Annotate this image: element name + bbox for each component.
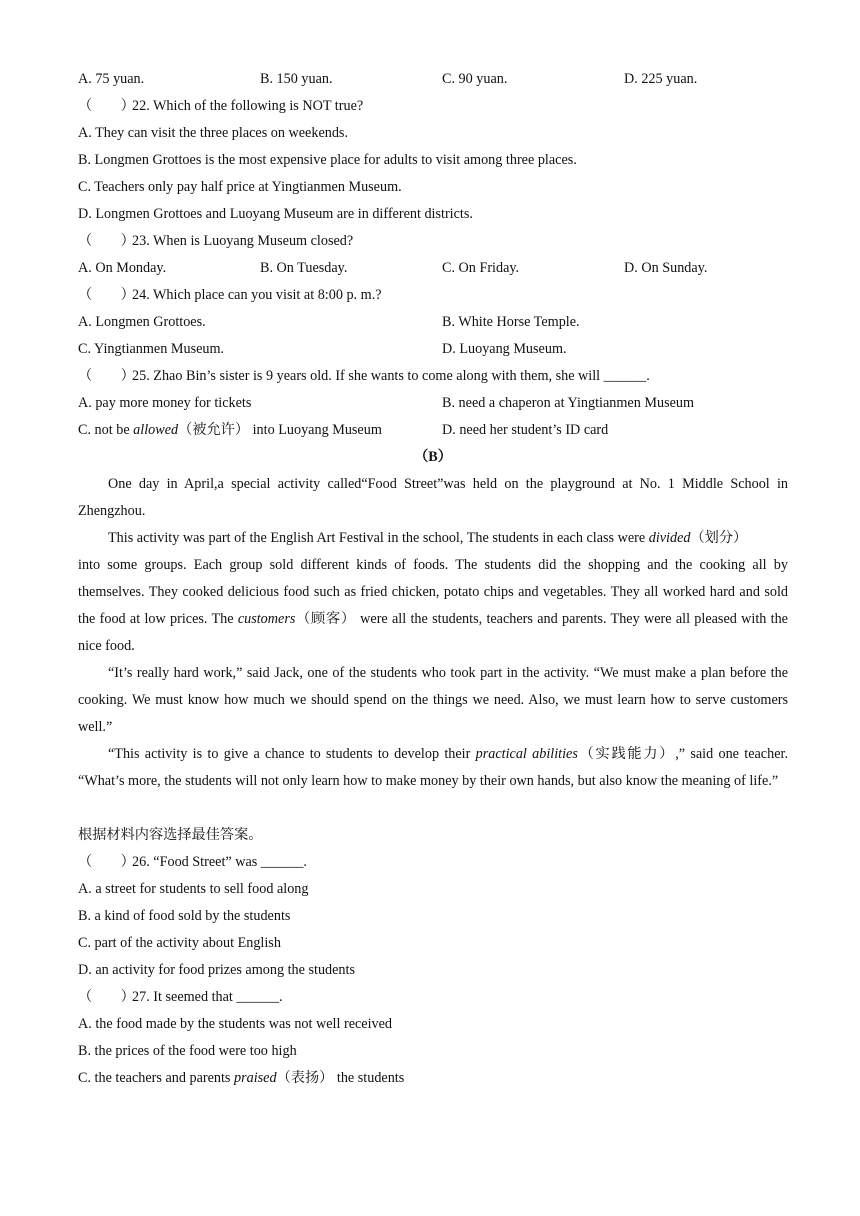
- q21-option-c: C. 90 yuan.: [442, 71, 508, 87]
- q23-option-c: C. On Friday.: [442, 260, 520, 276]
- question-25: [78, 363, 650, 390]
- q22-option-d: D. Longmen Grottoes and Luoyang Museum are in different districts.: [78, 206, 473, 222]
- q25-option-a: A. pay more money for tickets: [78, 395, 252, 411]
- q21-option-a: A. 75 yuan.: [78, 71, 145, 87]
- option-text: C. not be: [78, 422, 134, 438]
- passage-paragraph-1: One day in April,a special activity called“Food Street”was held on the playground at No. 1 Middle School in Zhengzhou.: [78, 476, 788, 519]
- q26-option-d: D. an activity for food prizes among the students: [78, 962, 355, 978]
- italic-word: praised: [234, 1070, 277, 1086]
- question-stem: 26. “Food Street” was ______.: [132, 854, 307, 870]
- italic-word: customers: [237, 611, 296, 627]
- answer-blank: （ ）: [78, 854, 135, 870]
- question-stem: 24. Which place can you visit at 8:00 p. m.?: [132, 287, 382, 303]
- q24-option-a: A. Longmen Grottoes.: [78, 314, 206, 330]
- q23-option-b: B. On Tuesday.: [260, 260, 348, 276]
- option-text: the students: [333, 1070, 405, 1086]
- answer-blank: （ ）: [78, 98, 135, 114]
- q24-option-d: D. Luoyang Museum.: [442, 341, 567, 357]
- q26-option-c: C. part of the activity about English: [78, 935, 281, 951]
- q22-option-c: C. Teachers only pay half price at Yingtianmen Museum.: [78, 179, 402, 195]
- instruction: 根据材料内容选择最佳答案。: [78, 827, 263, 843]
- answer-blank: （ ）: [78, 233, 135, 249]
- q23-option-a: A. On Monday.: [78, 260, 167, 276]
- q26-option-a: A. a street for students to sell food along: [78, 881, 309, 897]
- italic-word: practical abilities: [475, 746, 578, 762]
- paragraph-text: “This activity is to give a chance to students to develop their: [108, 746, 476, 762]
- passage-paragraph-2: [78, 525, 788, 660]
- question-26: [78, 849, 307, 876]
- question-stem: 22. Which of the following is NOT true?: [132, 98, 364, 114]
- q21-option-b: B. 150 yuan.: [260, 71, 333, 87]
- q24-option-c: C. Yingtianmen Museum.: [78, 341, 225, 357]
- question-22: [78, 93, 363, 120]
- chinese-gloss: （表扬）: [276, 1070, 334, 1086]
- section-heading: （B）: [414, 449, 452, 465]
- answer-blank: （ ）: [78, 989, 135, 1005]
- chinese-gloss: （实践能力）: [577, 746, 676, 762]
- answer-blank: （ ）: [78, 368, 135, 384]
- question-27: [78, 984, 283, 1011]
- paragraph-text: into some groups. Each group sold different kinds of foods. The students did the shopping and the cooking all by themselves. They cooked delicious food such as fried chicken, potato chips and vegetables. They all worked hard and sold the food at low prices. The: [78, 557, 788, 627]
- q23-option-d: D. On Sunday.: [624, 260, 708, 276]
- paragraph-text: were all the students, teachers and parents. They were all pleased with the nice food.: [78, 611, 788, 654]
- q27-option-a: A. the food made by the students was not well received: [78, 1016, 393, 1032]
- italic-word: divided: [648, 530, 691, 546]
- q27-option-c: [78, 1065, 404, 1092]
- passage-paragraph-4: [78, 741, 788, 795]
- option-text: into Luoyang Museum: [252, 422, 382, 438]
- paragraph-text: ,” said one teacher. “What’s more, the students will not only learn how to make money by their own hands, but also know the meaning of life.”: [78, 746, 788, 789]
- q25-option-d: D. need her student’s ID card: [442, 422, 609, 438]
- q22-option-b: B. Longmen Grottoes is the most expensive place for adults to visit among three places.: [78, 152, 577, 168]
- answer-blank: （ ）: [78, 287, 135, 303]
- question-24: [78, 282, 382, 309]
- q26-option-b: B. a kind of food sold by the students: [78, 908, 291, 924]
- question-stem: 23. When is Luoyang Museum closed?: [132, 233, 354, 249]
- q25-option-c: [78, 417, 382, 444]
- chinese-gloss: （划分）: [690, 530, 748, 546]
- q27-option-b: B. the prices of the food were too high: [78, 1043, 297, 1059]
- q22-option-a: A. They can visit the three places on weekends.: [78, 125, 348, 141]
- q24-option-b: B. White Horse Temple.: [442, 314, 580, 330]
- paragraph-text: This activity was part of the English Art Festival in the school, The students in each class were: [108, 530, 649, 546]
- passage-paragraph-3: “It’s really hard work,” said Jack, one of the students who took part in the activity. “We must make a plan before the cooking. We must know how much we should spend on the things we need. Also, we must learn how to serve customers well.”: [78, 665, 788, 735]
- italic-word: allowed: [133, 422, 179, 438]
- option-text: C. the teachers and parents: [78, 1070, 235, 1086]
- q21-option-d: D. 225 yuan.: [624, 71, 698, 87]
- chinese-gloss: （顾客）: [295, 611, 356, 627]
- question-stem: 27. It seemed that ______.: [132, 989, 283, 1005]
- question-23: [78, 228, 353, 255]
- chinese-gloss: （被允许）: [178, 422, 250, 438]
- q25-option-b: B. need a chaperon at Yingtianmen Museum: [442, 395, 695, 411]
- question-stem: 25. Zhao Bin’s sister is 9 years old. If she wants to come along with them, she will ______.: [132, 368, 650, 384]
